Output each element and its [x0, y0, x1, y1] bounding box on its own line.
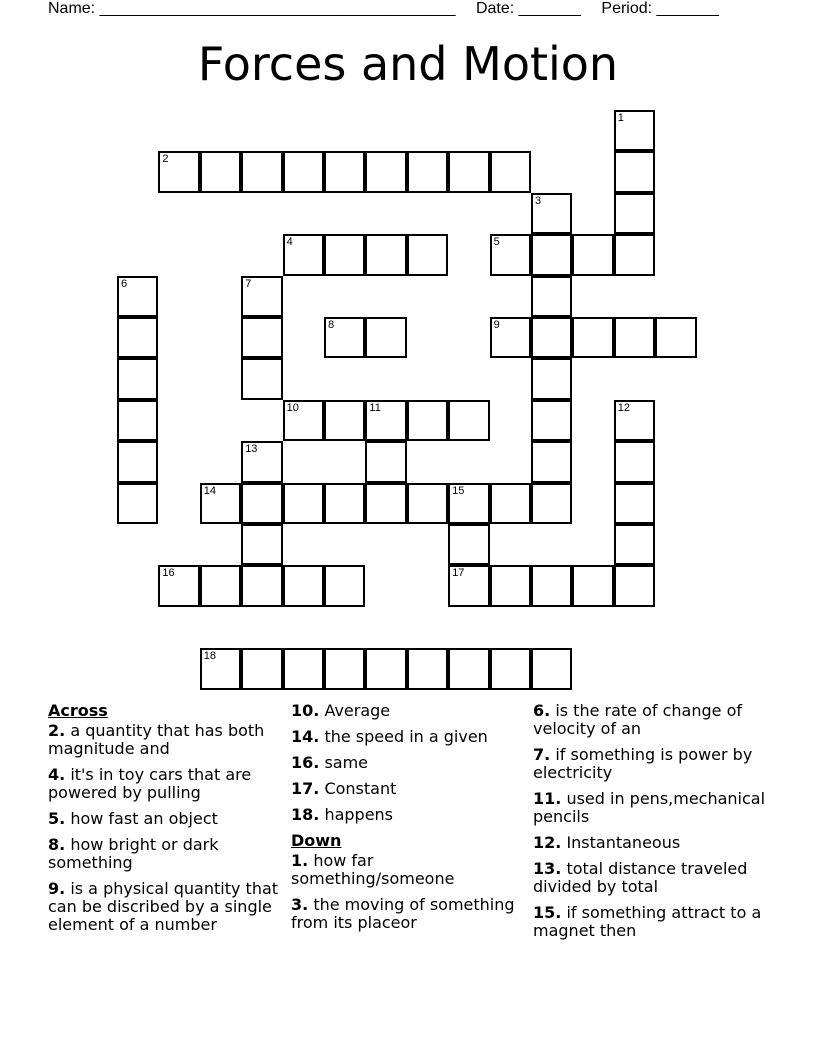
- crossword-cell[interactable]: [117, 317, 158, 358]
- clue-column-1: [48, 702, 284, 942]
- crossword-cell[interactable]: [324, 648, 365, 689]
- crossword-cell[interactable]: [324, 151, 365, 192]
- clue-number: 2: [162, 153, 169, 166]
- crossword-cell[interactable]: [117, 358, 158, 399]
- clue-column-3: [533, 702, 773, 948]
- crossword-cell[interactable]: [531, 276, 572, 317]
- clue-down-12: 12. Instantaneous: [533, 833, 681, 852]
- date-field[interactable]: Date: _______: [475, 0, 581, 17]
- crossword-cell[interactable]: [283, 151, 324, 192]
- crossword-cell[interactable]: [241, 151, 282, 192]
- crossword-cell[interactable]: [365, 441, 406, 482]
- clue-down-1: 1. how far something/someone: [291, 851, 455, 888]
- crossword-cell[interactable]: [117, 483, 158, 524]
- crossword-cell[interactable]: [283, 483, 324, 524]
- crossword-cell[interactable]: [241, 276, 282, 317]
- crossword-cell[interactable]: [490, 565, 531, 606]
- crossword-cell[interactable]: [490, 648, 531, 689]
- clue-number: 14: [203, 484, 217, 497]
- down-heading: Down: [291, 831, 342, 850]
- crossword-cell[interactable]: [241, 565, 282, 606]
- crossword-cell[interactable]: [614, 110, 655, 151]
- crossword-cell[interactable]: [365, 483, 406, 524]
- clue-number: 9: [493, 319, 500, 331]
- crossword-cell[interactable]: [365, 648, 406, 689]
- clue-number: 13: [245, 443, 258, 456]
- crossword-cell[interactable]: [200, 565, 241, 606]
- crossword-cell[interactable]: [407, 400, 448, 441]
- crossword-cell[interactable]: [531, 317, 572, 358]
- clue-across-5: 5. how fast an object: [48, 809, 218, 828]
- clue-number: 12: [617, 401, 631, 414]
- crossword-cell[interactable]: [572, 565, 613, 606]
- crossword-cell[interactable]: [365, 234, 406, 275]
- clue-down-7: 7. if something is power by electricity: [533, 745, 753, 782]
- clue-across-18: 18. happens: [291, 805, 394, 824]
- clue-down-6: 6. is the rate of change of velocity of an: [533, 701, 743, 738]
- crossword-cell[interactable]: [490, 234, 531, 275]
- crossword-cell[interactable]: [241, 441, 282, 482]
- crossword-cell[interactable]: [241, 317, 282, 358]
- crossword-cell[interactable]: [365, 151, 406, 192]
- clue-number: 7: [245, 277, 252, 290]
- crossword-cell[interactable]: [158, 565, 199, 606]
- clue-number: 17: [452, 567, 465, 580]
- clue-number: 3: [535, 194, 542, 207]
- clue-number: 11: [369, 401, 381, 414]
- crossword-cell[interactable]: [531, 358, 572, 399]
- crossword-cell[interactable]: [448, 483, 489, 524]
- crossword-cell[interactable]: [614, 565, 655, 606]
- page-title: Forces and Motion: [197, 37, 619, 91]
- clue-number: 5: [493, 236, 500, 249]
- crossword-cell[interactable]: [241, 358, 282, 399]
- crossword-cell[interactable]: [448, 648, 489, 689]
- crossword-cell[interactable]: [614, 193, 655, 234]
- crossword-cell[interactable]: [324, 483, 365, 524]
- clue-across-14: 14. the speed in a given: [291, 727, 488, 746]
- crossword-cell[interactable]: [614, 524, 655, 565]
- across-heading: Across: [48, 701, 108, 720]
- clue-across-10: 10. Average: [291, 701, 391, 720]
- crossword-cell[interactable]: [117, 400, 158, 441]
- crossword-cell[interactable]: [365, 400, 406, 441]
- crossword-cell[interactable]: [614, 317, 655, 358]
- clue-down-15: 15. if something attract to a magnet then: [533, 903, 762, 940]
- crossword-cell[interactable]: [614, 483, 655, 524]
- crossword-cell[interactable]: [531, 234, 572, 275]
- clue-number: 16: [162, 567, 175, 580]
- crossword-cell[interactable]: [531, 648, 572, 689]
- clue-number: 18: [203, 650, 217, 663]
- crossword-cell[interactable]: [531, 193, 572, 234]
- crossword-cell[interactable]: [490, 483, 531, 524]
- crossword-cell[interactable]: [531, 565, 572, 606]
- clue-number: 10: [286, 401, 299, 414]
- crossword-cell[interactable]: [407, 648, 448, 689]
- crossword-cell[interactable]: [531, 483, 572, 524]
- clue-number: 8: [328, 319, 335, 331]
- clue-down-11: 11. used in pens,mechanical pencils: [533, 789, 766, 826]
- clue-across-8: 8. how bright or dark something: [48, 835, 219, 872]
- crossword-cell[interactable]: [531, 400, 572, 441]
- clue-column-2: [291, 702, 527, 940]
- crossword-cell[interactable]: [407, 483, 448, 524]
- clue-across-9: 9. is a physical quantity that can be discribed by a single element of a number: [48, 879, 279, 934]
- crossword-cell[interactable]: [324, 234, 365, 275]
- crossword-cell[interactable]: [117, 276, 158, 317]
- clue-across-2: 2. a quantity that has both magnitude and: [48, 721, 265, 758]
- clue-number: 4: [286, 236, 293, 249]
- crossword-cell[interactable]: [655, 317, 696, 358]
- name-field[interactable]: Name: ________________________________________: [48, 0, 456, 17]
- crossword-cell[interactable]: [572, 317, 613, 358]
- crossword-cell[interactable]: [407, 151, 448, 192]
- crossword-cell[interactable]: [365, 317, 406, 358]
- crossword-cell[interactable]: [200, 483, 241, 524]
- clue-across-16: 16. same: [291, 753, 369, 772]
- crossword-cell[interactable]: [158, 151, 199, 192]
- crossword-cell[interactable]: [490, 151, 531, 192]
- crossword-cell[interactable]: [448, 151, 489, 192]
- crossword-cell[interactable]: [200, 151, 241, 192]
- crossword-cell[interactable]: [614, 441, 655, 482]
- crossword-cell[interactable]: [614, 234, 655, 275]
- crossword-cell[interactable]: [490, 317, 531, 358]
- clue-number: 1: [617, 112, 624, 124]
- crossword-cell[interactable]: [448, 400, 489, 441]
- clue-down-13: 13. total distance traveled divided by total: [533, 859, 748, 896]
- crossword-cell[interactable]: [614, 400, 655, 441]
- clue-number: 15: [452, 484, 465, 497]
- clue-number: 6: [121, 277, 128, 290]
- period-field[interactable]: Period: _______: [601, 0, 719, 17]
- crossword-cell[interactable]: [283, 234, 324, 275]
- crossword-cell[interactable]: [200, 648, 241, 689]
- crossword-cell[interactable]: [241, 524, 282, 565]
- crossword-cell[interactable]: [448, 524, 489, 565]
- crossword-cell[interactable]: [241, 483, 282, 524]
- crossword-cell[interactable]: [324, 400, 365, 441]
- crossword-cell[interactable]: [283, 648, 324, 689]
- crossword-cell[interactable]: [117, 441, 158, 482]
- crossword-cell[interactable]: [324, 565, 365, 606]
- crossword-cell[interactable]: [448, 565, 489, 606]
- crossword-cell[interactable]: [324, 317, 365, 358]
- crossword-cell[interactable]: [531, 441, 572, 482]
- crossword-cell[interactable]: [241, 648, 282, 689]
- clue-across-17: 17. Constant: [291, 779, 397, 798]
- crossword-cell[interactable]: [283, 565, 324, 606]
- clue-across-4: 4. it's in toy cars that are powered by pulling: [48, 765, 252, 802]
- clue-down-3: 3. the moving of something from its placeor: [291, 895, 515, 932]
- crossword-cell[interactable]: [572, 234, 613, 275]
- crossword-cell[interactable]: [407, 234, 448, 275]
- crossword-cell[interactable]: [283, 400, 324, 441]
- crossword-cell[interactable]: [614, 151, 655, 192]
